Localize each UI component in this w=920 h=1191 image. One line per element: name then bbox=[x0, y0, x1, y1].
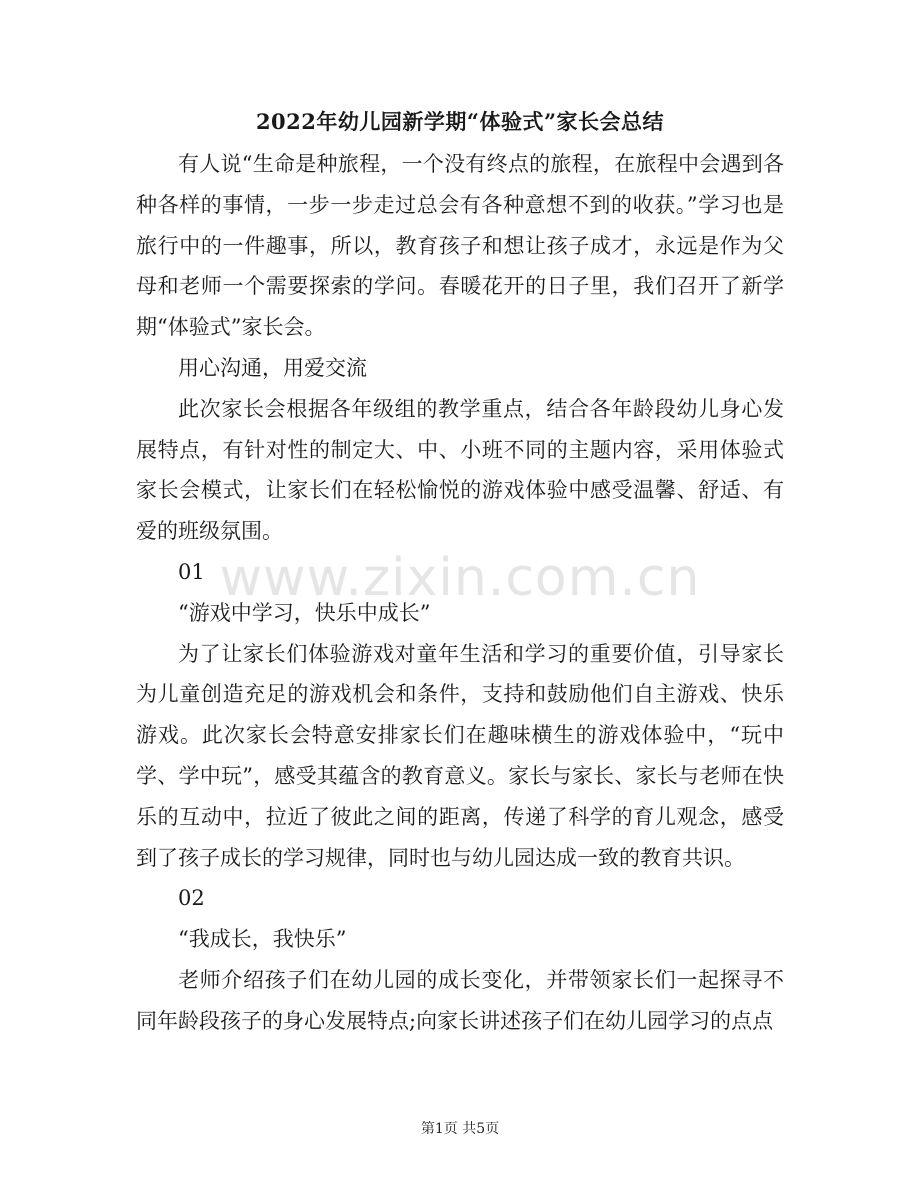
section-title-02: “我成长，我快乐” bbox=[178, 927, 347, 952]
document-title: 2022年幼儿园新学期“体验式”家长会总结 bbox=[255, 109, 665, 134]
paragraph-intro: 有人说“生命是种旅程，一个没有终点的旅程，在旅程中会遇到各种各样的事情，一步一步走过总会有各种意想不到的收获。”学习也是旅行中的一件趣事，所以，教育孩子和想让孩子成才，永远是作为父母和老师一个需要探索的学问。春暖花开的日子里，我们召开了新学期“体验式”家长会。 bbox=[136, 152, 784, 340]
paragraph-section-02: 老师介绍孩子们在幼儿园的成长变化，并带领家长们一起探寻不同年龄段孩子的身心发展特点;向家长讲述孩子们在幼儿园学习的点点 bbox=[136, 967, 784, 1033]
section-number-02: 02 bbox=[178, 886, 205, 911]
section-heading: 用心沟通，用爱交流 bbox=[178, 355, 367, 380]
paragraph-overview: 此次家长会根据各年级组的教学重点，结合各年龄段幼儿身心发展特点，有针对性的制定大、中、小班不同的主题内容，采用体验式家长会模式，让家长们在轻松愉悦的游戏体验中感受温馨、舒适、有爱的班级氛围。 bbox=[136, 396, 784, 544]
watermark: www.zixin.com.cn bbox=[219, 548, 701, 608]
page-footer: 第1页 共5页 bbox=[420, 1121, 500, 1137]
section-title-01: “游戏中学习，快乐中成长” bbox=[178, 600, 431, 625]
document-body bbox=[136, 144, 784, 1042]
paragraph-section-01: 为了让家长们体验游戏对童年生活和学习的重要价值，引导家长为儿童创造充足的游戏机会和条件，支持和鼓励他们自主游戏、快乐游戏。此次家长会特意安排家长们在趣味横生的游戏体验中，“玩中学、学中玩”，感受其蕴含的教育意义。家长与家长、家长与老师在快乐的互动中，拉近了彼此之间的距离，传递了科学的育儿观念，感受到了孩子成长的学习规律，同时也与幼儿园达成一致的教育共识。 bbox=[136, 641, 784, 870]
section-number-01: 01 bbox=[178, 559, 205, 584]
